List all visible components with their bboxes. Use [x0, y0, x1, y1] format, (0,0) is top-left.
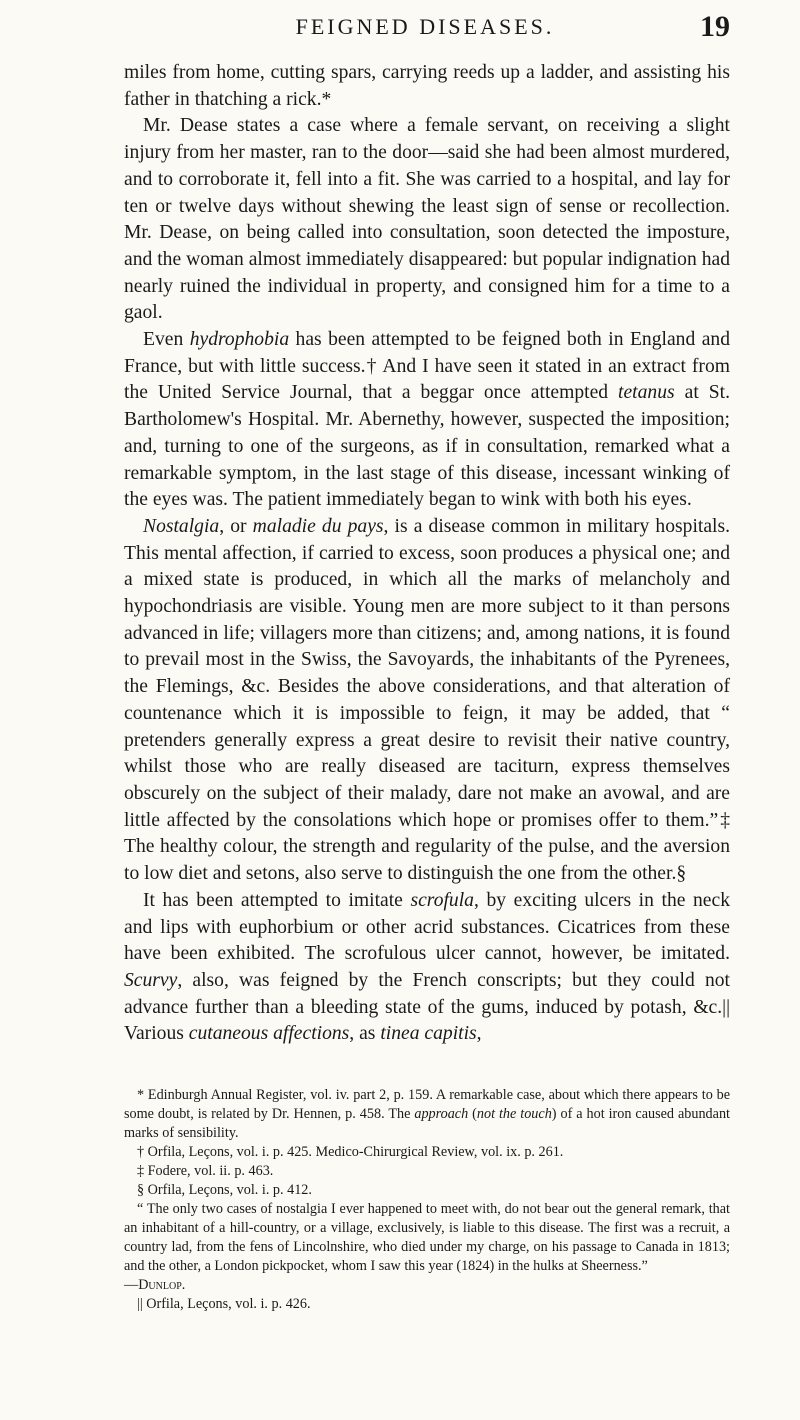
term-cutaneous-affections: cutaneous affections [188, 1023, 350, 1045]
footnote-3: ‡ Fodere, vol. ii. p. 463. [137, 1163, 274, 1179]
term-scrofula: scrofula [410, 889, 474, 911]
term-nostalgia: Nostalgia [143, 515, 220, 537]
p3-text-e: at St. Bartholomew's Hospital. Mr. Abernethy, however, suspected the imposition; and, turning to one of the surgeons, as if in consultation, remarked what a remarkable symptom, in the last stage of this disease, incessant winking of the eyes was. The patient immediately began to wink with both his eyes. [124, 382, 730, 511]
fn1-text-c: ( [468, 1106, 477, 1122]
paragraph-1: miles from home, cutting spars, carrying reeds up a ladder, and assisting his father in thatching a rick.* [124, 62, 730, 110]
term-scurvy: Scurvy [124, 969, 178, 991]
term-tinea-capitis: tinea capitis [380, 1023, 477, 1045]
p5-text-c: , by exciting ulcers in the neck and lips with euphorbium or other acrid substances. Cicatrices from these have been exhibited. The scrofulous ulcer cannot, however, be imitated. [124, 889, 731, 965]
term-hydrophobia: hydrophobia [189, 329, 290, 351]
p5-text-i: , [476, 1023, 482, 1045]
p3-text-a: Even [143, 329, 190, 351]
footnote-4: § Orfila, Leçons, vol. i. p. 412. [137, 1182, 312, 1198]
p5-text-g: , as [349, 1023, 381, 1045]
p4-text-d: , is a disease common in military hospitals. This mental affection, if carried to excess, soon produces a physical one; and a mixed state is produced, in which all the marks of melancholy and hypochondriasis are visible. Young men are more subject to it than persons advanced in life; villagers more than citizens; and, among nations, it is found to prevail most in the Swiss, the Savoyards, the inhabitants of the Pyrenees, the Flemings, &c. Besides the above considerations, and that alteration of countenance which it is impossible to feign, it may be added, that “ pretenders generally express a great desire to revisit their native country, whilst those who are really diseased are taciturn, express themselves obscurely on the subject of their malady, dare not make an avowal, and are little affected by the consolations which hope or promises offer to them.”‡ The healthy colour, the strength and regularity of the pulse, and the aversion to low diet and setons, also serve to distinguish the one from the other.§ [124, 515, 730, 885]
footnote-6: || Orfila, Leçons, vol. i. p. 426. [137, 1296, 311, 1312]
fn5-author: —Dunlop. [124, 1277, 186, 1293]
footnotes [124, 1086, 730, 1314]
p5-text-e: , also, was feigned by the French conscripts; but they could not advance further than a bleeding state of the gums, induced by potash, &c.|| Various [124, 969, 730, 1045]
paragraph-4 [124, 514, 730, 888]
term-tetanus: tetanus [618, 382, 675, 404]
p5-text-a: It has been attempted to imitate [143, 889, 411, 911]
main-text [124, 60, 730, 1048]
fn1-term-not-the-touch: not the touch [476, 1106, 552, 1122]
footnote-1 [124, 1086, 730, 1143]
term-maladie-du-pays: maladie du pays [252, 515, 384, 537]
fn1-text-e: ) of a hot iron caused abundant marks of sensibility. [124, 1106, 730, 1141]
paragraph-5 [124, 888, 730, 1048]
p4-text-b: , or [219, 515, 253, 537]
footnote-2: † Orfila, Leçons, vol. i. p. 425. Medico-Chirurgical Review, vol. ix. p. 261. [137, 1144, 564, 1160]
fn5-text-a: “ The only two cases of nostalgia I ever happened to meet with, do not bear out the general remark, that an inhabitant of a hill-country, or a village, exclusively, is liable to this disease. The first was a recruit, a country lad, from the fens of Lincolnshire, who died under my charge, on his passage to Canada in 1813; and the other, a London pickpocket, whom I saw this year (1824) in the hulks at Sheerness.” [124, 1201, 730, 1274]
paragraph-2: Mr. Dease states a case where a female servant, on receiving a slight injury from her master, ran to the door—said she had been almost murdered, and to corroborate it, fell into a fit. She was carried to a hospital, and lay for ten or twelve days without shewing the least sign of sense or recollection. Mr. Dease, on being called into consultation, soon detected the imposture, and the woman almost immediately disappeared: but popular indignation had nearly ruined the individual in property, and consigned him for a time to a gaol. [124, 115, 730, 324]
running-header [120, 10, 730, 50]
p3-text-c: has been attempted to be feigned both in England and France, but with little success.† And I have seen it stated in an extract from the United Service Journal, that a beggar once attempted [124, 329, 730, 404]
paragraph-3 [124, 327, 730, 514]
page-number: 19 [700, 10, 730, 43]
footnote-5 [124, 1200, 730, 1295]
running-title: FEIGNED DISEASES. [295, 14, 555, 39]
fn1-text-a: * Edinburgh Annual Register, vol. iv. part 2, p. 159. A remarkable case, about which there appears to be some doubt, is related by Dr. Hennen, p. 458. The [124, 1087, 730, 1122]
fn1-term-approach: approach [414, 1106, 469, 1122]
